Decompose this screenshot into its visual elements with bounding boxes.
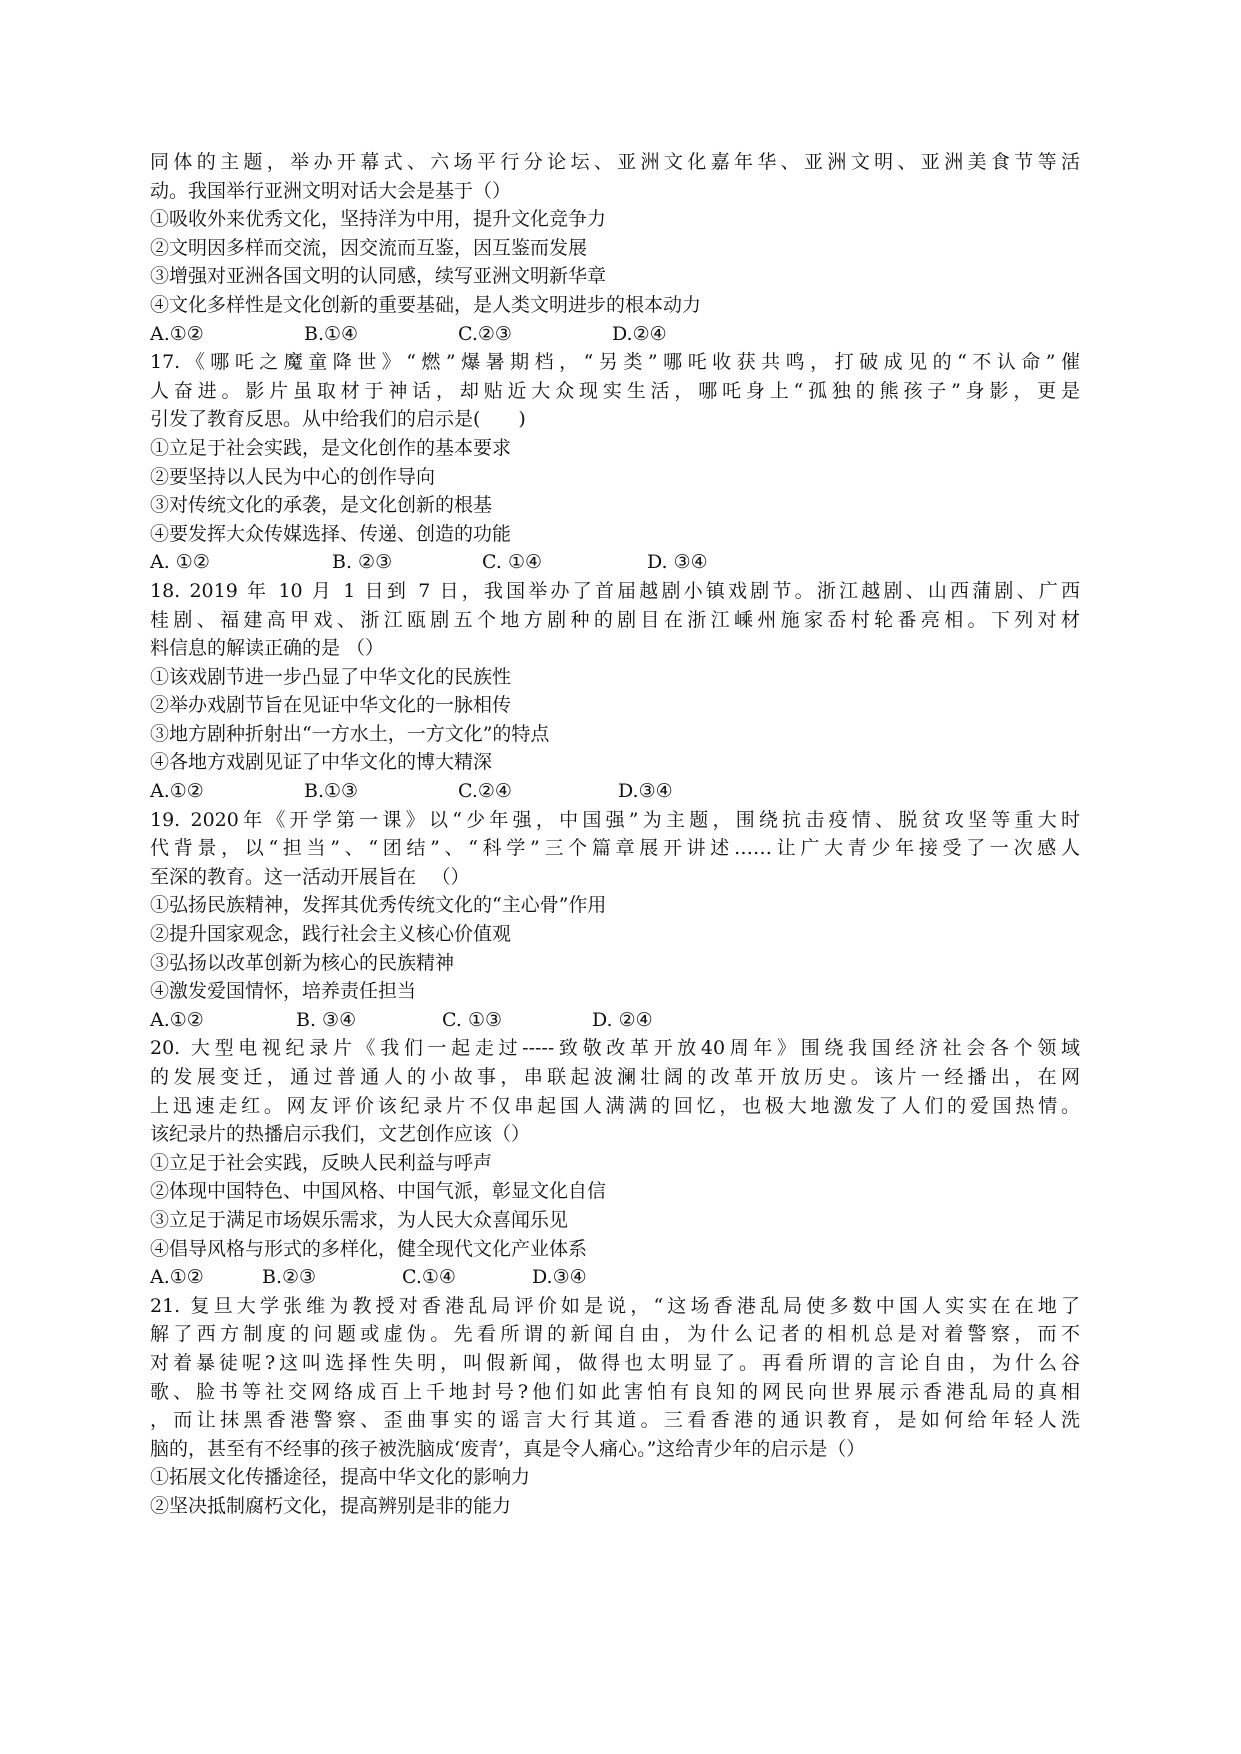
question-16-item-2: ②文明因多样而交流，因交流而互鉴，因互鉴而发展 — [150, 236, 588, 259]
option-a: A.①② — [150, 780, 204, 803]
option-d: D.③④ — [532, 1266, 587, 1289]
option-d: D.②④ — [612, 322, 667, 345]
question-20-stem-line-4: 该纪录片的热播启示我们，文艺创作应该（） — [150, 1123, 531, 1146]
question-20-item-4: ④倡导风格与形式的多样化，健全现代文化产业体系 — [150, 1237, 588, 1260]
question-20-item-1: ①立足于社会实践，反映人民利益与呼声 — [150, 1151, 493, 1174]
question-17-item-1: ①立足于社会实践，是文化创作的基本要求 — [150, 436, 512, 459]
question-17-item-2: ②要坚持以人民为中心的创作导向 — [150, 465, 436, 488]
question-17-stem-line-3: 引发了教育反思。从中给我们的启示是( ) — [150, 408, 526, 431]
question-17-options — [150, 548, 1080, 577]
question-21-stem-line-1: 21. 复旦大学张维为教授对香港乱局评价如是说，“这场香港乱局使多数中国人实实在在地了 — [150, 1294, 1080, 1317]
option-a: A.①② — [150, 1008, 204, 1031]
question-19-item-1: ①弘扬民族精神，发挥其优秀传统文化的“主心骨”作用 — [150, 894, 607, 917]
question-18-item-2: ②举办戏剧节旨在见证中华文化的一脉相传 — [150, 694, 512, 717]
question-18 — [150, 577, 1080, 806]
question-16-item-1: ①吸收外来优秀文化，坚持洋为中用，提升文化竞争力 — [150, 208, 607, 231]
question-16 — [150, 148, 1080, 348]
option-d: D.③④ — [618, 780, 673, 803]
option-a: A.①② — [150, 322, 204, 345]
option-c: C.②④ — [458, 780, 512, 803]
question-18-stem-line-3: 料信息的解读正确的是 （） — [150, 637, 385, 660]
question-16-stem-line-2: 动。我国举行亚洲文明对话大会是基于（） — [150, 179, 512, 202]
question-17-item-3: ③对传统文化的承袭，是文化创新的根基 — [150, 494, 493, 517]
question-21 — [150, 1292, 1080, 1521]
option-b: B.①③ — [304, 780, 359, 803]
question-20 — [150, 1034, 1080, 1291]
question-20-stem-line-3: 上迅速走红。网友评价该纪录片不仅串起国人满满的回忆，也极大地激发了人们的爱国热情。 — [150, 1094, 1080, 1117]
question-17-stem-line-1: 17.《哪吒之魔童降世》“燃”爆暑期档，“另类”哪吒收获共鸣，打破成见的“不认命”催 — [150, 351, 1080, 374]
option-d: D. ③④ — [647, 551, 708, 574]
option-d: D. ②④ — [592, 1008, 653, 1031]
question-18-stem-line-2: 桂剧、福建高甲戏、浙江瓯剧五个地方剧种的剧目在浙江嵊州施家岙村轮番亮相。下列对材 — [150, 608, 1080, 631]
question-17 — [150, 348, 1080, 577]
question-17-item-4: ④要发挥大众传媒选择、传递、创造的功能 — [150, 522, 512, 545]
question-18-item-3: ③地方剧种折射出“一方水土，一方文化”的特点 — [150, 722, 550, 745]
question-18-item-4: ④各地方戏剧见证了中华文化的博大精深 — [150, 751, 493, 774]
question-19-item-4: ④激发爱国情怀，培养责任担当 — [150, 980, 417, 1003]
option-b: B.①④ — [304, 322, 359, 345]
exam-page — [150, 148, 1080, 1521]
question-21-stem-line-5: ，而让抹黑香港警察、歪曲事实的谣言大行其道。三看香港的通识教育，是如何给年轻人洗 — [150, 1409, 1080, 1432]
question-20-options — [150, 1263, 1080, 1292]
option-b: B. ③④ — [296, 1008, 357, 1031]
question-18-item-1: ①该戏剧节进一步凸显了中华文化的民族性 — [150, 665, 512, 688]
option-c: C.①④ — [402, 1266, 456, 1289]
question-16-stem-line-1: 同体的主题，举办开幕式、六场平行分论坛、亚洲文化嘉年华、亚洲文明、亚洲美食节等活 — [150, 151, 1080, 173]
question-16-options — [150, 320, 1080, 349]
question-20-stem-line-2: 的发展变迁，通过普通人的小故事，串联起波澜壮阔的改革开放历史。该片一经播出，在网 — [150, 1066, 1080, 1088]
option-c: C.②③ — [458, 322, 512, 345]
question-21-item-2: ②坚决抵制腐朽文化，提高辨别是非的能力 — [150, 1494, 512, 1517]
question-19-item-3: ③弘扬以改革创新为核心的民族精神 — [150, 951, 455, 974]
question-20-item-3: ③立足于满足市场娱乐需求，为人民大众喜闻乐见 — [150, 1208, 569, 1231]
question-19-item-2: ②提升国家观念，践行社会主义核心价值观 — [150, 923, 512, 946]
question-20-item-2: ②体现中国特色、中国风格、中国气派，彰显文化自信 — [150, 1180, 607, 1203]
option-b: B.②③ — [262, 1266, 317, 1289]
question-21-stem-line-6: 脑的，甚至有不经事的孩子被洗脑成‘废青’，真是令人痛心。”这给青少年的启示是（） — [150, 1437, 866, 1460]
question-16-item-4: ④文化多样性是文化创新的重要基础，是人类文明进步的根本动力 — [150, 293, 702, 316]
question-16-item-3: ③增强对亚洲各国文明的认同感，续写亚洲文明新华章 — [150, 265, 607, 288]
question-17-stem-line-2: 人奋进。影片虽取材于神话，却贴近大众现实生活，哪吒身上“孤独的熊孩子”身影，更是 — [150, 379, 1080, 402]
question-21-stem-line-4: 歌、脸书等社交网络成百上千地封号?他们如此害怕有良知的网民向世界展示香港乱局的真相 — [150, 1380, 1080, 1403]
option-b: B. ②③ — [332, 551, 393, 574]
question-18-stem-line-1: 18. 2019 年 10 月 1 日到 7 日，我国举办了首届越剧小镇戏剧节。浙江越剧、山西蒲剧、广西 — [150, 579, 1080, 602]
question-19-stem-line-2: 代背景，以“担当”、“团结”、“科学”三个篇章展开讲述……让广大青少年接受了一次感人 — [150, 837, 1080, 860]
question-19 — [150, 806, 1080, 1035]
question-19-stem-line-3: 至深的教育。这一活动开展旨在 （） — [150, 865, 470, 888]
option-a: A. ①② — [150, 551, 210, 574]
option-c: C. ①③ — [442, 1008, 503, 1031]
option-a: A.①② — [150, 1266, 204, 1289]
question-18-options — [150, 777, 1080, 806]
question-20-stem-line-1: 20. 大型电视纪录片《我们一起走过-----致敬改革开放40周年》围绕我国经济社会各个领域 — [150, 1037, 1080, 1060]
question-19-options — [150, 1006, 1080, 1035]
question-21-item-1: ①拓展文化传播途径，提高中华文化的影响力 — [150, 1466, 531, 1489]
question-21-stem-line-3: 对着暴徒呢?这叫选择性失明，叫假新闻，做得也太明显了。再看所谓的言论自由，为什么谷 — [150, 1351, 1080, 1374]
option-c: C. ①④ — [482, 551, 543, 574]
question-19-stem-line-1: 19. 2020年《开学第一课》以“少年强，中国强”为主题，围绕抗击疫情、脱贫攻坚等重大时 — [150, 808, 1080, 831]
question-21-stem-line-2: 解了西方制度的问题或虚伪。先看所谓的新闻自由，为什么记者的相机总是对着警察，而不 — [150, 1323, 1080, 1346]
